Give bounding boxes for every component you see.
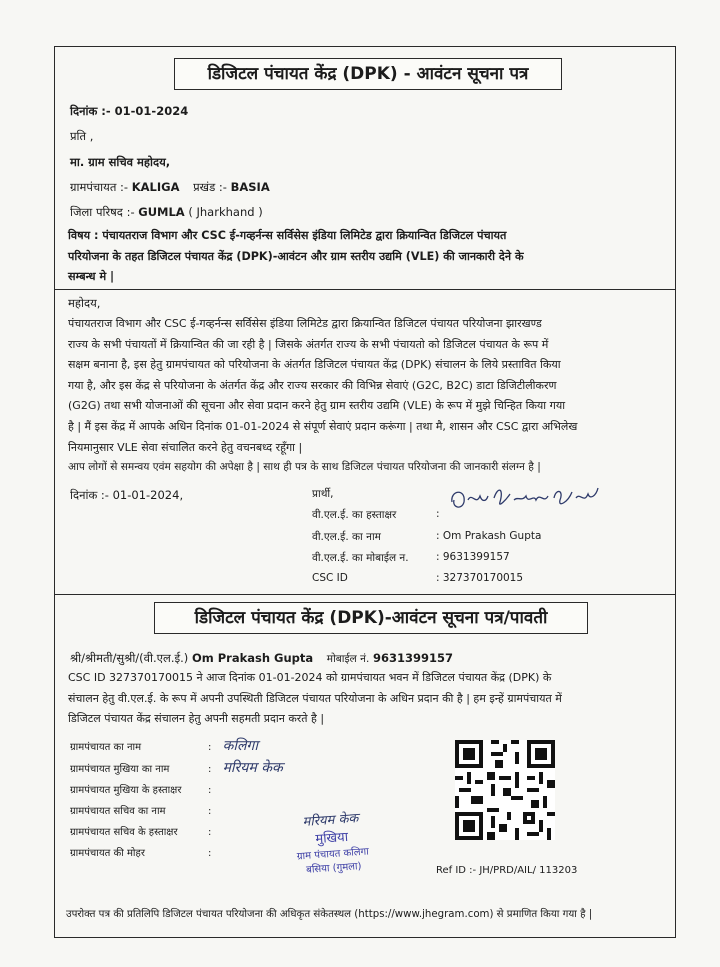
to-label: प्रति ,: [70, 129, 94, 143]
body-line: पंचायतराज विभाग और CSC ई-गव्हर्नन्स सर्विसेस इंडिया लिमिटेड द्वारा क्रियान्वित डिजिटल पंचायत परियोजना झारखण्ड: [68, 317, 542, 330]
vle-mobile-value: : 9631399157: [436, 551, 510, 563]
footer-note: उपरोक्त पत्र की प्रतिलिपि डिजिटल पंचायत परियोजना की अधिकृत संकेतस्थल (https://www.jhegram.com) से प्रमाणित किया गया है |: [66, 909, 593, 920]
second-date: दिनांक :- 01-01-2024,: [70, 488, 184, 502]
ack-line: CSC ID 327370170015 ने आज दिनांक 01-01-2024 को ग्रामपंचायत भवन में डिजिटल पंचायत केंद्र (DPK) के: [68, 671, 552, 684]
ack-mobile-label: मोबाईल नं.: [326, 653, 370, 665]
vle-signature-colon: :: [436, 508, 440, 520]
gram-panchayat-label: ग्रामपंचायत :-: [70, 180, 129, 194]
gp-field-row: ग्रामपंचायत का नाम : कलिगा: [70, 736, 283, 758]
allotment-letter-title: डिजिटल पंचायत केंद्र (DPK) - आवंटन सूचना पत्र: [174, 58, 562, 90]
body-line: नियमानुसार VLE सेवा संचालित करने हेतु वचनबध्द रहूँगा |: [68, 440, 303, 454]
block-label: प्रखंड :-: [193, 180, 227, 194]
qr-code: [455, 740, 555, 840]
ref-id: Ref ID :- JH/PRD/AIL/ 113203: [436, 865, 578, 876]
divider: [54, 289, 676, 290]
body-line: सक्षम बनाना है, इस हेतु ग्रामपंचायत को परियोजना के अंतर्गत डिजिटल पंचायत केंद्र (DPK) संचालन के लिये प्रस्तावित किया: [68, 358, 561, 372]
district-row: [70, 205, 263, 220]
ack-name: Om Prakash Gupta: [191, 651, 314, 665]
mukhiya-stamp: [260, 805, 404, 879]
addressee: मा. ग्राम सचिव महोदय,: [70, 155, 171, 169]
block-value: BASIA: [230, 180, 270, 194]
ack-name-prefix: श्री/श्रीमती/सुश्री/(वी.एल.ई.): [70, 651, 189, 665]
vle-name-value: : Om Prakash Gupta: [436, 530, 542, 542]
body-line: (G2G) तथा सभी योजनाओं की सूचना और सेवा प्रदान करने हेतु ग्राम स्तरीय उद्यमि (VLE) के रूप में मुझे चिन्हित किया गया: [68, 399, 566, 413]
subject: [68, 226, 668, 288]
subject-line: सम्बन्ध मे |: [68, 270, 115, 284]
stamp-line: ग्राम पंचायत कलिगा: [296, 846, 370, 863]
vle-mobile-label: वी.एल.ई. का मोबाईल न.: [312, 552, 409, 564]
ack-line: संचालन हेतु वी.एल.ई. के रूप में अपनी उपस्थिती डिजिटल पंचायत परियोजना के अधिन प्रदान की है | हम इन्हें ग्रामपंचायत में: [68, 691, 562, 705]
applicant-label: प्रार्थी,: [312, 488, 334, 500]
closing-line: आप लोगों से समन्वय एवंम सहयोग की अपेक्षा है | साथ ही पत्र के साथ डिजिटल पंचायत परियोजना की जानकारी संलग्न है |: [68, 461, 541, 473]
gp-field-label: ग्रामपंचायत का नाम: [70, 742, 142, 753]
state-value: ( Jharkhand ): [188, 205, 263, 219]
gp-field-row: ग्रामपंचायत सचिव का नाम :: [70, 801, 283, 822]
district-value: GUMLA: [138, 205, 185, 219]
stamp-line: मरियम केक: [302, 811, 359, 830]
ack-paragraph: [68, 668, 668, 730]
vle-signature-scribble: [448, 478, 608, 518]
ack-mobile: 9631399157: [372, 651, 453, 665]
body-line: गया है, और इस केंद्र से परियोजना के अंतर्गत केंद्र और राज्य सरकार की विभिन्न सेवाएं (G2C, B2C) डाटा डिजिटीलीकरण: [68, 378, 557, 392]
ack-line: डिजिटल पंचायत केंद्र संचालन हेतु अपनी सहमती प्रदान करते है |: [68, 712, 325, 726]
subject-line: परियोजना के तहत डिजिटल पंचायत केंद्र (DPK)-आवंटन और ग्राम स्तरीय उद्यमि (VLE) की जानकारी देने के: [68, 249, 524, 263]
gp-field-label: ग्रामपंचायत मुखिया का नाम: [70, 764, 170, 775]
gp-field-label: ग्रामपंचायत सचिव के हस्ताक्षर: [70, 827, 178, 838]
stamp-line: बसिया (गुमला): [305, 861, 362, 876]
gp-field-row: ग्रामपंचायत की मोहर :: [70, 843, 283, 864]
gp-field-row: ग्रामपंचायत मुखिया का नाम : मरियम केक: [70, 758, 283, 780]
body-paragraph: [68, 314, 668, 458]
gp-field-value: मरियम केक: [222, 760, 283, 776]
gp-field-row: ग्रामपंचायत मुखिया के हस्ताक्षर :: [70, 780, 283, 801]
gp-field-row: ग्रामपंचायत सचिव के हस्ताक्षर :: [70, 822, 283, 843]
subject-line: विषय : पंचायतराज विभाग और CSC ई-गव्हर्नन्स सर्विसेस इंडिया लिमिटेड द्वारा क्रियान्वित डिजिटल पंचायत: [68, 229, 507, 242]
gp-field-label: ग्रामपंचायत की मोहर: [70, 848, 145, 859]
body-line: राज्य के सभी पंचायतों में क्रियान्वित की जा रही है | जिसके अंतर्गत राज्य के सभी पंचायतो को डिजिटल पंचायत के रूप में: [68, 337, 549, 351]
gp-field-label: ग्रामपंचायत सचिव का नाम: [70, 806, 166, 817]
gp-field-label: ग्रामपंचायत मुखिया के हस्ताक्षर: [70, 785, 182, 796]
letter-date: दिनांक :- 01-01-2024: [70, 104, 189, 118]
gram-panchayat-value: KALIGA: [131, 180, 180, 194]
gp-fields: [70, 736, 283, 864]
divider: [54, 594, 676, 595]
gp-field-value: कलिगा: [222, 738, 258, 754]
district-label: जिला परिषद :-: [70, 205, 135, 219]
body-line: है | मैं इस केंद्र में आपके अधिन दिनांक 01-01-2024 से संपूर्ण सेवाएं प्रदान करूंगा | तथा मै, शासन और CSC द्वारा अभिलेख: [68, 419, 578, 433]
gram-panchayat-row: [70, 180, 270, 195]
salutation: महोदय,: [68, 296, 101, 310]
stamp-line: मुखिया: [314, 829, 349, 848]
csc-id-value: : 327370170015: [436, 572, 524, 584]
ack-name-row: [70, 651, 453, 666]
csc-id-label: CSC ID: [312, 572, 348, 584]
vle-signature-label: वी.एल.ई. का हस्ताक्षर: [312, 509, 397, 521]
acknowledgement-title: डिजिटल पंचायत केंद्र (DPK)-आवंटन सूचना पत्र/पावती: [154, 602, 588, 634]
vle-name-label: वी.एल.ई. का नाम: [312, 531, 381, 543]
